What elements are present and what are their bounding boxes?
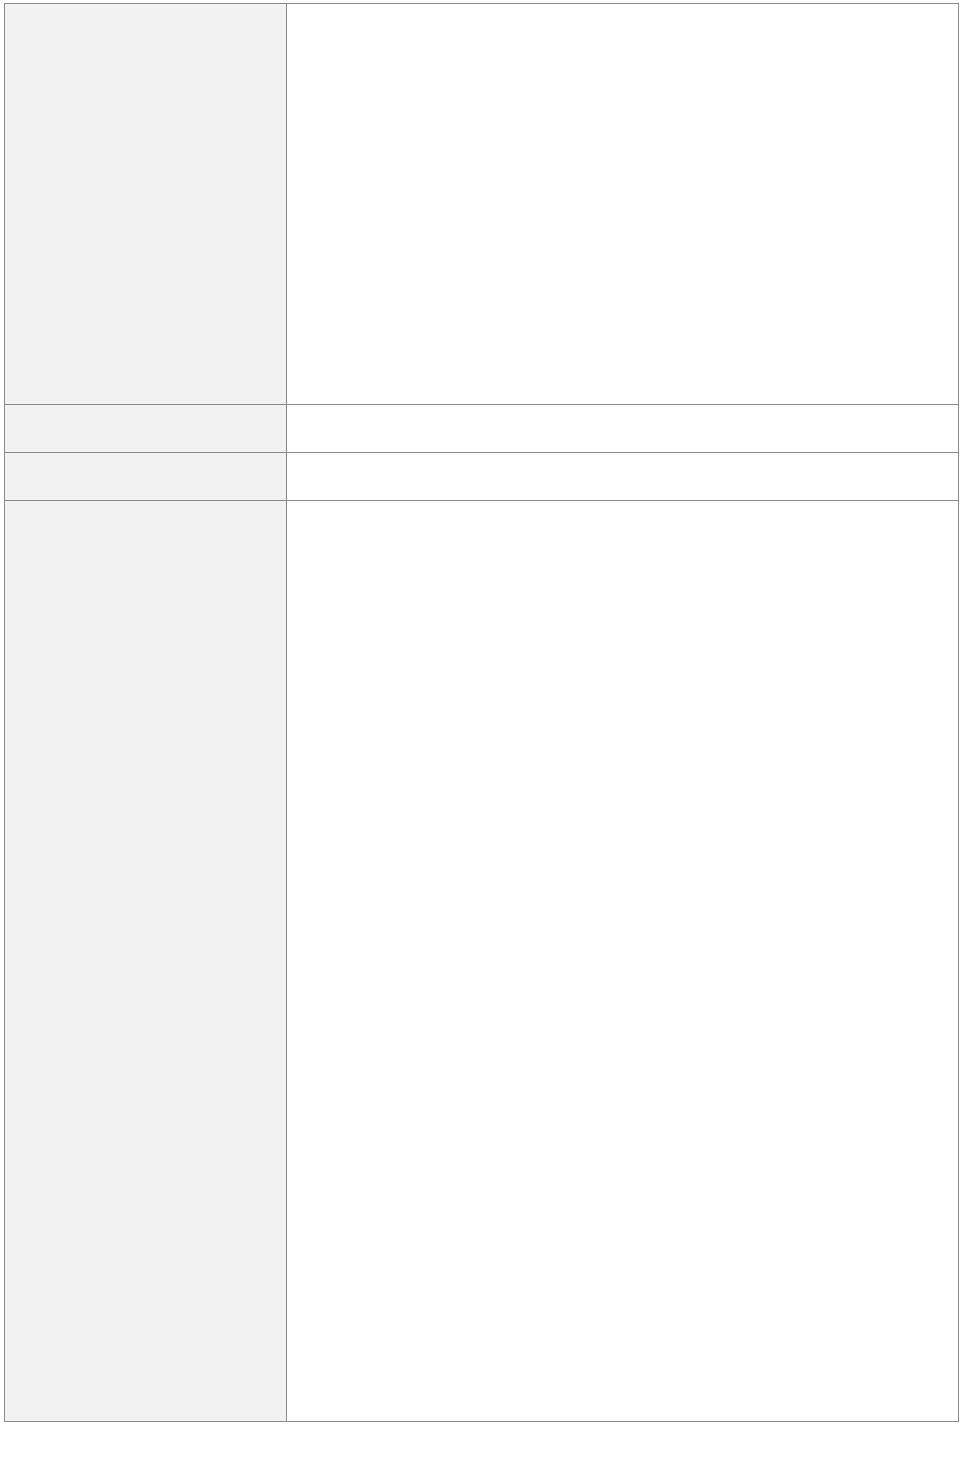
- value-cell-security: [287, 453, 959, 501]
- table-row: [5, 405, 959, 453]
- row-label-security: [5, 453, 286, 455]
- extra-requirements-list: [287, 501, 958, 503]
- label-cell-security: [5, 453, 287, 501]
- value-cell-weight: [287, 405, 959, 453]
- spec-table: [4, 3, 959, 1422]
- table-row: [5, 4, 959, 405]
- table-row: [5, 501, 959, 1422]
- security-list: [287, 453, 958, 455]
- label-cell-weight: [5, 405, 287, 453]
- table-row: [5, 453, 959, 501]
- bios-feature-list: [287, 4, 958, 7]
- row-label-extra: [5, 501, 286, 503]
- value-cell-bios: [287, 4, 959, 405]
- label-cell-extra: [5, 501, 287, 1422]
- row-label-weight: [5, 405, 286, 407]
- label-cell-empty: [5, 4, 287, 405]
- weight-value: [287, 405, 958, 407]
- value-cell-extra: [287, 501, 959, 1422]
